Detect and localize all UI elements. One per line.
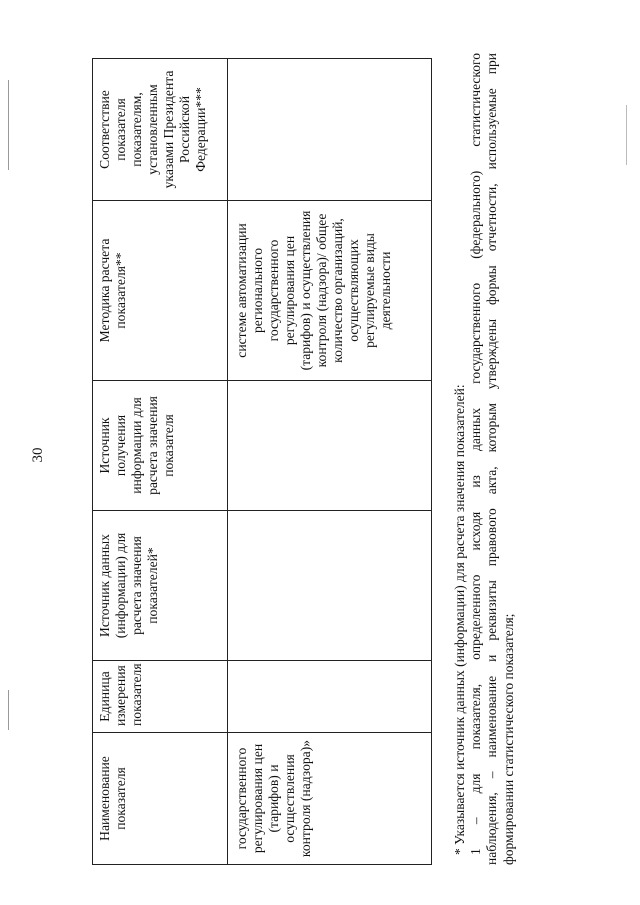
header-indicator-name: Наименование показателя [93, 733, 228, 865]
header-unit: Единица измерения показателя [93, 661, 228, 733]
table-row [228, 59, 432, 865]
footnote-item-1-line2: наблюдения, – наименование и реквизиты правового акта, которым утверждены формы отчетности, используемые при [484, 53, 500, 865]
footnote-data-source: * Указывается источник данных (информации) для расчета значения показателей: [452, 384, 467, 855]
cell-indicator-name: государственного регулирования цен (тарифов) и осуществления контроля (надзора)» [228, 733, 432, 865]
header-compliance: Соответствие показателя показателям, установленным указами Президента Российской Федерации*** [93, 59, 228, 201]
cell-info-source [228, 381, 432, 511]
header-data-source: Источник данных (информации) для расчета значения показателей* [93, 511, 228, 661]
header-info-source: Источник получения информации для расчета значения показателя [93, 381, 228, 511]
scan-mark [8, 690, 9, 730]
indicator-table [92, 58, 432, 865]
footnote-item-1-line3: формировании статистического показателя; [500, 613, 516, 865]
table-header-row [93, 59, 228, 865]
scan-mark [626, 105, 627, 165]
footnotes [452, 53, 517, 865]
page-number: 30 [30, 447, 46, 463]
cell-compliance [228, 59, 432, 201]
footnote-item-1-line1: 1 – для показателя, определенного исходя из данных государственного (федерального) статистического [468, 53, 484, 855]
cell-methodology: системе автоматизации регионального государственного регулирования цен (тарифов) и осуществления контроля (надзора)/ общее количество организаций, осуществляющих регулируемые виды деятельности [228, 201, 432, 381]
cell-data-source [228, 511, 432, 661]
header-methodology: Методика расчета показателя** [93, 201, 228, 381]
scan-mark [8, 80, 9, 170]
cell-unit [228, 661, 432, 733]
